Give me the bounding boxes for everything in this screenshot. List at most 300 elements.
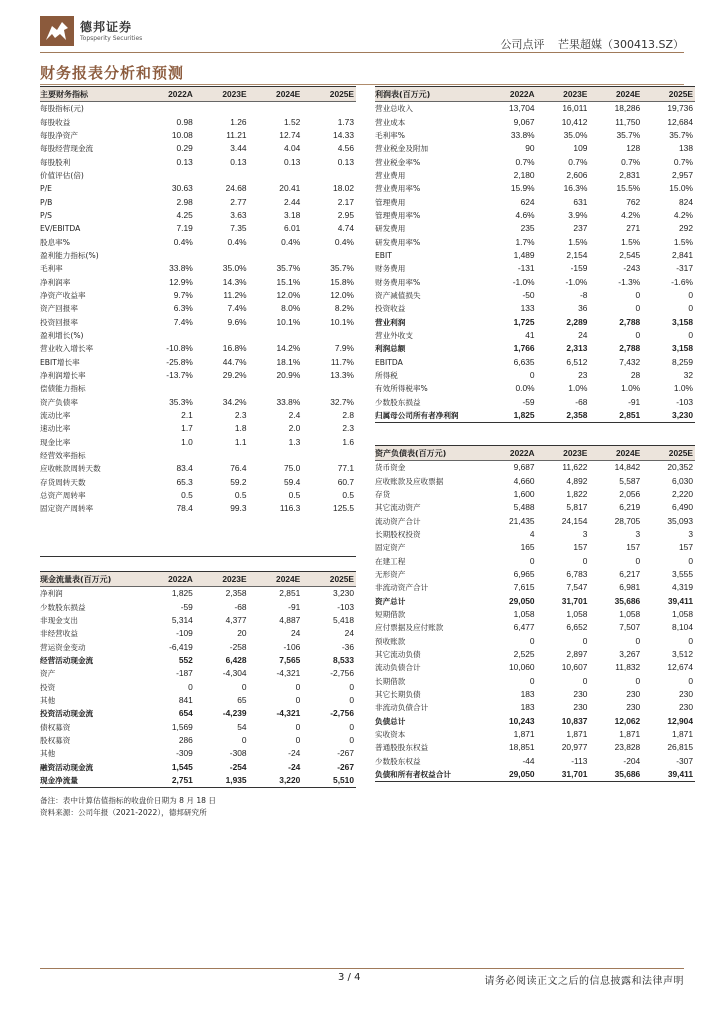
income-statement-table [375,86,695,423]
value-cell: 230 [573,702,588,713]
value-cell [195,329,249,342]
value-cell: 4.04 [283,143,301,154]
value-cell: 9,067 [513,116,535,127]
value-cell: 2,220 [672,488,693,499]
header-divider [40,52,684,53]
table-row [40,182,356,195]
value-cell: 7.35 [230,223,247,234]
page-number: 3 / 4 [338,972,361,983]
value-cell: 39,411 [667,595,693,606]
table-row [40,600,356,613]
value-cell [302,102,356,116]
value-cell [302,249,356,262]
table-row [375,369,695,382]
value-cell [141,102,195,116]
table-row [375,155,695,168]
value-cell: 2,788 [619,316,641,327]
value-cell: -309 [176,748,193,759]
year-header-cell: 2025E [302,87,356,102]
value-cell: 30.63 [171,183,193,194]
value-cell: 1,935 [195,774,249,788]
row-label-cell: 流动资产合计 [375,516,421,526]
value-cell: 7,547 [566,582,588,593]
value-cell: -24 [288,748,301,759]
value-cell: -6,419 [169,641,193,652]
value-cell: -4,321 [276,708,301,719]
table-row [40,747,356,760]
row-label-cell: 每股股利 [40,157,71,167]
value-cell: 157 [679,542,693,553]
value-cell: -159 [570,263,588,274]
table-title-cell: 主要财务指标 [40,87,141,102]
table-row [375,715,695,728]
value-cell: 12,062 [614,715,641,726]
row-label-cell: 债权募资 [40,722,71,732]
value-cell: 4.6% [515,209,535,220]
year-header-cell: 2025E [642,446,695,461]
value-cell: -103 [337,601,354,612]
value-cell: 7.19 [176,223,193,234]
value-cell: 20.41 [279,183,301,194]
value-cell: 4,319 [672,582,693,593]
value-cell: 8,104 [672,622,693,633]
row-label-cell: EBITDA [375,357,403,367]
value-cell: 1.7 [181,423,193,434]
year-header-cell: 2023E [195,572,249,587]
value-cell: 0 [688,289,693,300]
value-cell: 59.4 [283,476,301,487]
value-cell: 76.4 [230,463,247,474]
row-label-cell: 经营活动现金流 [40,655,94,665]
value-cell: -308 [229,748,247,759]
table-row [375,594,695,607]
row-label-cell [40,542,141,556]
table-row [375,474,695,487]
value-cell: 29.2% [222,370,247,381]
value-cell: 2,851 [279,588,301,599]
row-label-cell: 盈利增长(%) [40,331,84,341]
table-row [375,302,695,315]
value-cell: 18.02 [333,183,354,194]
value-cell: 2.3 [342,423,354,434]
value-cell: 0 [688,675,693,686]
value-cell: -267 [337,761,354,772]
value-cell: 5,418 [333,614,354,625]
row-label-cell: 毛利率 [40,264,63,274]
year-header-cell: 2024E [249,572,303,587]
value-cell: -68 [575,396,588,407]
value-cell: 1.0% [621,383,641,394]
value-cell: -307 [676,755,693,766]
row-label-cell: 管理费用 [375,197,406,207]
value-cell: 3,220 [249,774,303,788]
value-cell: 78.4 [176,503,193,514]
row-label-cell: 非流动资产合计 [375,583,429,593]
row-label-cell: 营业总收入 [375,104,413,114]
row-label-cell: 营业外收支 [375,331,413,341]
value-cell: 10,412 [561,116,588,127]
table-row [40,129,356,142]
row-label-cell [40,529,141,542]
value-cell: 292 [679,223,693,234]
value-cell [302,329,356,342]
value-cell: 7.4% [173,316,193,327]
value-cell: 0.4% [173,236,193,247]
value-cell: 1.0% [568,383,588,394]
value-cell: 0 [295,694,301,705]
table-row [375,581,695,594]
row-label-cell: 少数股东损益 [40,602,86,612]
table-row [375,329,695,342]
value-cell: 165 [520,542,535,553]
value-cell: 1,058 [513,608,535,619]
table-row [375,554,695,567]
value-cell: 6,512 [566,356,588,367]
row-label-cell: 融资活动现金流 [40,762,94,772]
value-cell: 15.1% [276,276,301,287]
value-cell: 54 [237,721,247,732]
value-cell: 1.0% [673,383,693,394]
value-cell: 0 [635,303,641,314]
value-cell: 23 [578,370,588,381]
value-cell: 24.68 [225,183,247,194]
row-label-cell: 固定资产周转率 [40,504,94,514]
value-cell: 235 [520,223,535,234]
value-cell: 0.29 [176,143,193,154]
value-cell: 6,635 [513,356,535,367]
value-cell: 0.4% [227,236,247,247]
row-label-cell: 每股指标(元) [40,104,84,114]
table-title-cell: 利润表(百万元) [375,87,484,102]
value-cell: 2.77 [230,196,247,207]
row-label-cell: 固定资产 [375,543,406,553]
row-label-cell: 投资 [40,682,56,692]
value-cell: 2,056 [619,488,641,499]
value-cell: 5,510 [302,774,356,788]
value-cell: -258 [229,641,247,652]
value-cell: 0 [349,734,354,745]
value-cell: 24 [290,628,301,639]
value-cell: 1.1 [234,436,247,447]
value-cell: 7.9% [334,343,354,354]
table-row [375,209,695,222]
value-cell: 26,815 [667,742,693,753]
value-cell: 1,058 [566,608,588,619]
table-header-row [40,572,356,587]
value-cell: 0 [529,675,535,686]
value-cell: 12.74 [279,129,301,140]
row-label-cell: 少数股东损益 [375,397,421,407]
value-cell: 2.1 [181,410,193,421]
row-label-cell: 其它长期负债 [375,690,421,700]
row-label-cell: 研发费用率% [375,237,421,247]
row-label-cell: 长期股权投资 [375,529,421,539]
value-cell: 13.3% [330,370,354,381]
value-cell: -4,321 [276,668,301,679]
value-cell: 20.9% [276,370,301,381]
value-cell [302,516,356,529]
value-cell: 6,477 [513,622,535,633]
value-cell: 32 [683,370,693,381]
value-cell: 41 [525,330,535,341]
value-cell: 1.6 [342,436,354,447]
row-label-cell: 经营效率指标 [40,451,86,461]
value-cell: 3,512 [672,648,693,659]
value-cell: 11,832 [615,662,641,673]
value-cell: 16.8% [222,343,247,354]
year-header-cell: 2025E [642,87,695,102]
value-cell: 1,871 [513,729,535,740]
value-cell: 7,507 [619,622,641,633]
value-cell: -106 [283,641,301,652]
table-row [40,720,356,733]
table-row [375,768,695,782]
value-cell: 99.3 [230,503,247,514]
value-cell: -68 [234,601,247,612]
value-cell: 11.7% [330,356,354,367]
row-label-cell: 应付票据及应付账款 [375,623,444,633]
value-cell: 10.1% [330,316,354,327]
value-cell: 12,684 [667,116,693,127]
row-label-cell: 股息率% [40,237,70,247]
year-header-cell: 2022A [141,572,195,587]
value-cell: 10,837 [561,715,588,726]
row-label-cell: EBIT [375,250,392,260]
value-cell: 0 [582,635,588,646]
table-row [40,155,356,168]
table-row [40,262,356,275]
row-label-cell: 其它流动负债 [375,649,421,659]
value-cell: 1,058 [672,608,693,619]
value-cell: 18.1% [276,356,301,367]
value-cell: 8.2% [334,303,354,314]
table-row [375,142,695,155]
value-cell: 133 [520,303,535,314]
table-row [40,275,356,288]
value-cell: 20,352 [667,462,693,473]
row-label-cell: 应收账款及应收票据 [375,476,444,486]
table-row [375,648,695,661]
table-row [375,634,695,647]
row-label-cell: 非流动负债合计 [375,703,429,713]
table-row [40,694,356,707]
row-label-cell: 投资活动现金流 [40,709,94,719]
row-label-cell: 长期借款 [375,676,406,686]
value-cell: 3,267 [619,648,641,659]
value-cell: 65 [237,694,247,705]
table-row [40,142,356,155]
table-row [40,302,356,315]
table-header-row [40,87,356,102]
value-cell: 2,788 [619,343,641,354]
main-indicators-table [40,86,356,557]
row-label-cell: 毛利率% [375,130,405,140]
value-cell: 4,377 [225,614,247,625]
value-cell: 824 [679,196,693,207]
value-cell: 12.0% [276,289,301,300]
value-cell: 1,489 [513,249,535,260]
table-row [375,382,695,395]
row-label-cell: 其他 [40,749,56,759]
value-cell: 75.0 [283,463,301,474]
value-cell: 7.4% [227,303,247,314]
value-cell: 624 [520,196,535,207]
value-cell: 0 [582,555,588,566]
table-row [375,608,695,621]
table-row [40,289,356,302]
table-row [40,654,356,667]
value-cell: -4,239 [222,708,247,719]
row-label-cell: 营业费用 [375,170,406,180]
table-row [40,342,356,355]
value-cell: 0.7% [673,156,693,167]
value-cell: 2,831 [619,169,641,180]
value-cell: 6,652 [566,622,588,633]
value-cell: -36 [341,641,354,652]
table-row [375,396,695,409]
row-label-cell: 实收资本 [375,730,406,740]
value-cell [141,169,195,182]
value-cell: 3.63 [230,209,247,220]
row-label-cell: 有效所得税率% [375,384,428,394]
value-cell: 0 [241,681,247,692]
row-label-cell: 每股收益 [40,117,71,127]
value-cell: 1,725 [513,316,535,327]
value-cell: 4.2% [673,209,693,220]
value-cell [141,449,195,462]
value-cell: -1.0% [512,276,535,287]
value-cell: 5,314 [171,614,193,625]
value-cell: 762 [626,196,641,207]
value-cell: 237 [573,223,588,234]
value-cell: 31,701 [537,768,590,782]
table-row [40,529,356,542]
value-cell: -91 [628,396,641,407]
value-cell: 6.01 [283,223,301,234]
title-divider [40,84,684,85]
logo-english-name: Topsperity Securities [80,35,143,42]
value-cell: 4.2% [621,209,641,220]
value-cell: -91 [288,601,301,612]
table-row [40,502,356,515]
year-header-cell: 2024E [249,87,303,102]
value-cell [195,449,249,462]
year-header-cell: 2022A [141,87,195,102]
value-cell [302,542,356,556]
table-row [375,688,695,701]
value-cell: 6,490 [672,502,693,513]
value-cell: -1.3% [618,276,641,287]
table-row [40,422,356,435]
row-label-cell: 存货周转天数 [40,477,86,487]
table-row [375,262,695,275]
value-cell: 2,358 [537,409,590,423]
row-label-cell: 短期借款 [375,609,406,619]
value-cell: -2,756 [330,708,354,719]
value-cell: 35.7% [276,263,301,274]
row-label-cell: P/B [40,197,53,207]
table-row [375,661,695,674]
row-label-cell: 存货 [375,489,391,499]
table-row [40,489,356,502]
value-cell: 0.5 [342,490,354,501]
row-label-cell [40,516,141,529]
value-cell: 12,674 [667,662,693,673]
value-cell: 31,701 [561,595,588,606]
table-row [40,774,356,788]
value-cell: 14,842 [614,462,641,473]
value-cell: 4.25 [176,209,193,220]
value-cell [195,102,249,116]
value-cell: 0 [529,370,535,381]
table-row [40,476,356,489]
value-cell: 8.0% [281,303,301,314]
table-row [375,488,695,501]
value-cell: 18,851 [508,742,535,753]
value-cell: 125.5 [333,503,354,514]
value-cell: 3 [635,528,641,539]
value-cell: 11,750 [615,116,641,127]
year-header-cell: 2023E [195,87,249,102]
value-cell: 2.0 [288,423,301,434]
table-row [40,760,356,773]
value-cell: 654 [178,708,193,719]
row-label-cell: 净利润增长率 [40,371,86,381]
value-cell: 6,965 [513,568,535,579]
value-cell: 18,286 [614,103,641,114]
value-cell: 23,828 [614,742,641,753]
table-row [375,235,695,248]
value-cell: 286 [178,734,193,745]
footer-divider [40,968,684,969]
value-cell: -50 [522,289,535,300]
value-cell: 0 [295,721,301,732]
row-label-cell: 营业成本 [375,117,406,127]
company-logo [40,16,180,46]
table-row [40,449,356,462]
value-cell: 3 [688,528,693,539]
value-cell: 1.26 [230,116,247,127]
table-row [375,755,695,768]
value-cell: 2.17 [337,196,354,207]
value-cell: 0 [688,330,693,341]
table-row [40,409,356,422]
legal-disclaimer: 请务必阅读正文之后的信息披露和法律声明 [484,976,684,987]
value-cell: 20,977 [561,742,588,753]
value-cell: 10,060 [508,662,535,673]
value-cell: 3.18 [283,209,301,220]
row-label-cell: 归属母公司所有者净利润 [375,409,484,423]
value-cell: -317 [676,263,693,274]
value-cell: 2,545 [619,249,641,260]
table-row [40,680,356,693]
value-cell: -113 [571,755,588,766]
table-row [375,461,695,475]
value-cell: 14.33 [333,129,354,140]
value-cell: 1,825 [171,588,193,599]
value-cell: 6,219 [619,502,641,513]
table-row [375,102,695,116]
value-cell: 32.7% [330,396,354,407]
value-cell [249,329,303,342]
value-cell: 0 [188,681,193,692]
row-label-cell: 盈利能力指标(%) [40,250,99,260]
value-cell: 0.0% [515,383,535,394]
table-row [375,129,695,142]
value-cell: 0 [635,635,641,646]
value-cell [249,382,303,395]
value-cell: 59.2 [230,476,247,487]
